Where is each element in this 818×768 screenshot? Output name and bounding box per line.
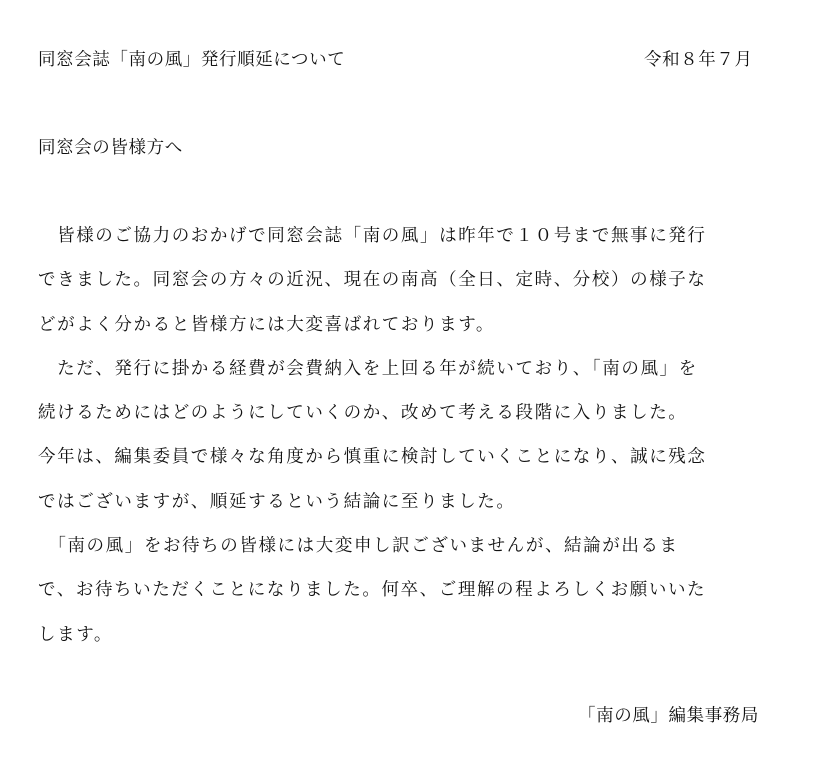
body-line: どがよく分かると皆様方には大変喜ばれております。 (38, 315, 495, 335)
document-date: 令和８年７月 (644, 50, 753, 70)
body-line: ただ、発行に掛かる経費が会費納入を上回る年が続いており、「南の風」を (38, 359, 698, 379)
body-line: 続けるためにはどのようにしていくのか、改めて考える段階に入りました。 (38, 403, 688, 423)
body-line: で、お待ちいただくことになりました。何卒、ご理解の程よろしくお願いいた (38, 580, 707, 600)
body-line: します。 (38, 625, 113, 645)
body-line: 「南の風」をお待ちの皆様には大変申し訳ございませんが、結論が出るま (38, 536, 679, 556)
body-line: できました。同窓会の方々の近況、現在の南高（全日、定時、分校）の様子な (38, 270, 707, 290)
signature: 「南の風」編集事務局 (578, 706, 759, 726)
body-line: 今年は、編集委員で様々な角度から慎重に検討していくことになり、誠に残念 (38, 447, 707, 467)
salutation: 同窓会の皆様方へ (38, 138, 183, 158)
document-title: 同窓会誌「南の風」発行順延について (38, 50, 346, 70)
body-line: ではございますが、順延するという結論に至りました。 (38, 492, 516, 512)
body-line: 皆様のご協力のおかげで同窓会誌「南の風」は昨年で１０号まで無事に発行 (38, 226, 707, 246)
